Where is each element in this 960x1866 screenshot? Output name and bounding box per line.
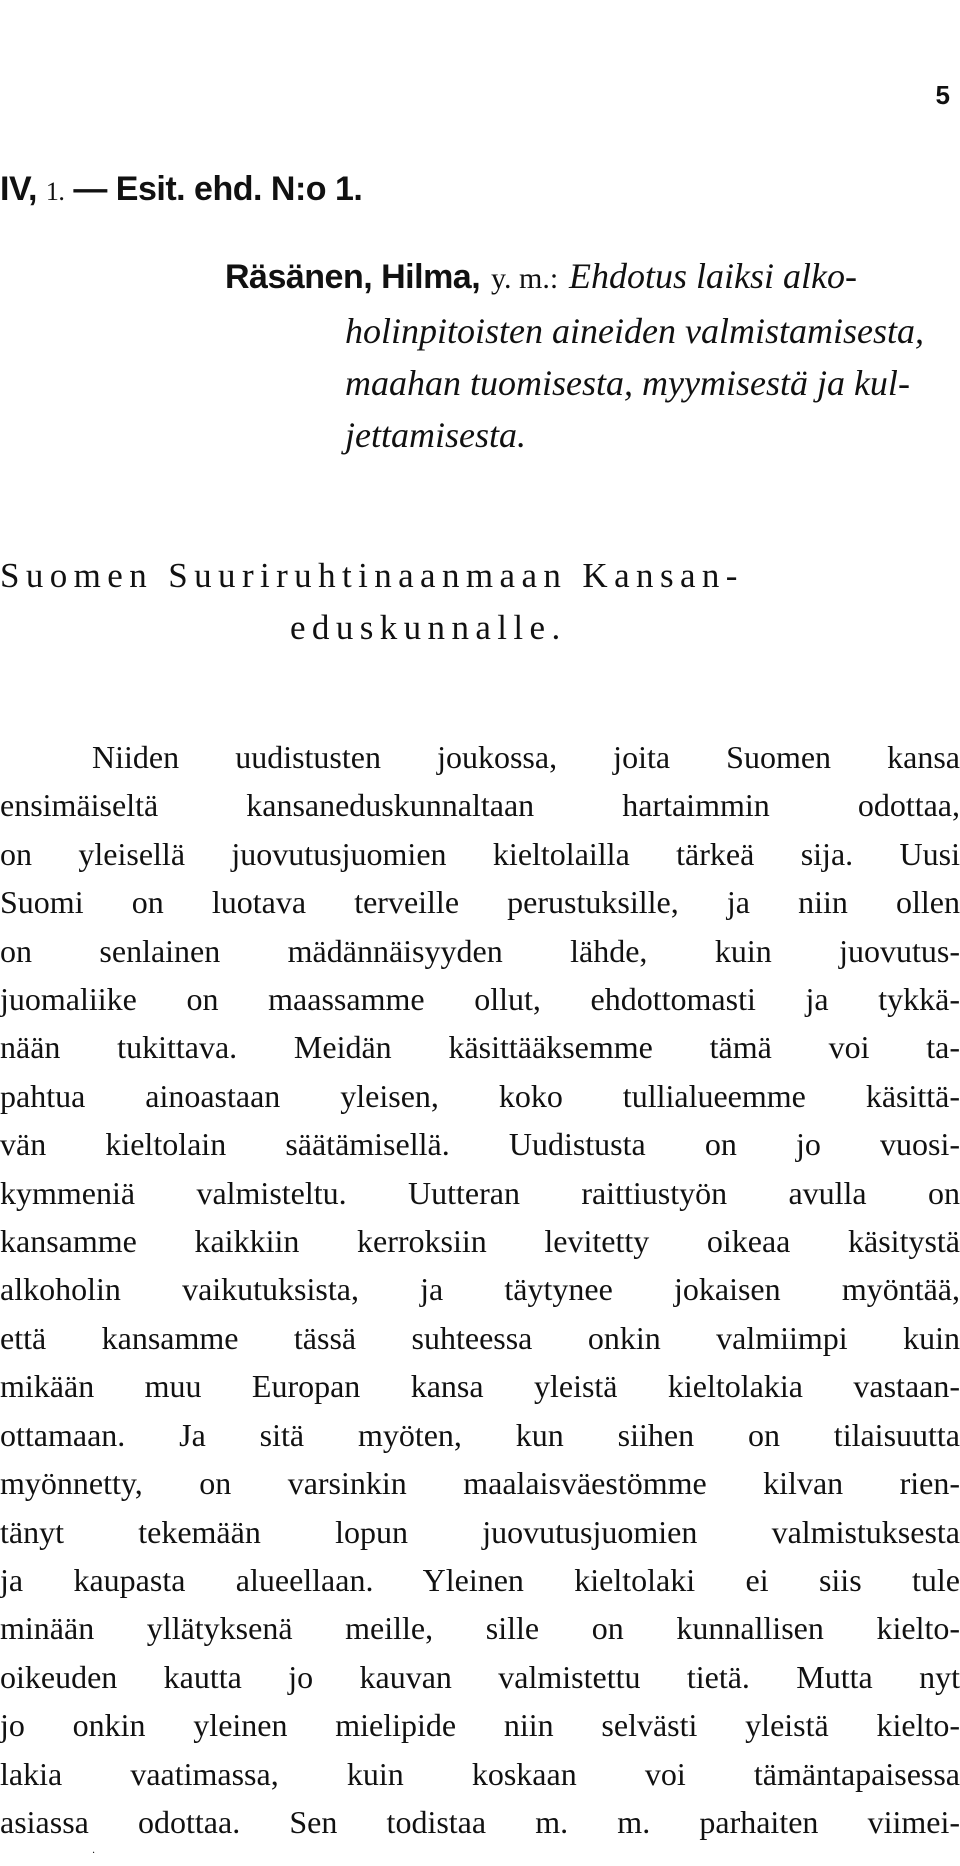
body-line: juomaliike on maassamme ollut, ehdottomasti ja tykkä- bbox=[0, 981, 960, 1018]
body-line: lakia vaatimassa, kuin koskaan voi tämäntapaisessa bbox=[0, 1755, 960, 1792]
body-line: on yleisellä juovutusjuomien kieltolailla tärkeä sija. Uusi bbox=[0, 835, 960, 872]
author-name: Räsänen, Hilma, bbox=[225, 258, 481, 296]
body-line: että kansamme tässä suhteessa onkin valmiimpi kuin bbox=[0, 1319, 960, 1356]
salutation bbox=[0, 550, 960, 654]
doc-ref-part1: IV, bbox=[0, 170, 37, 208]
title-line: jettamisesta. bbox=[345, 415, 526, 455]
title-line: holinpitoisten aineiden valmistamisesta, bbox=[345, 311, 924, 351]
body-line: mikään muu Europan kansa yleistä kieltolakia vastaan- bbox=[0, 1368, 960, 1405]
body-line: oikeuden kautta jo kauvan valmistettu tietä. Mutta nyt bbox=[0, 1658, 960, 1695]
author-abbreviation: y. m.: bbox=[490, 262, 559, 295]
body-line: Niiden uudistusten joukossa, joita Suomen kansa bbox=[92, 739, 960, 775]
doc-ref-part3: — Esit. ehd. N:o 1. bbox=[73, 170, 363, 208]
body-line: pahtua ainoastaan yleisen, koko tullialueemme käsittä- bbox=[0, 1077, 960, 1114]
salutation-line-2: eduskunnalle. bbox=[290, 608, 567, 647]
body-paragraph bbox=[0, 733, 960, 1846]
body-line: kymmeniä valmisteltu. Uutteran raittiustyön avulla on bbox=[0, 1174, 960, 1211]
title-line: maahan tuomisesta, myymisestä ja kul- bbox=[345, 363, 910, 403]
body-line: minään yllätyksenä meille, sille on kunnallisen kielto- bbox=[0, 1610, 960, 1647]
bibliography-first-line bbox=[0, 250, 960, 305]
body-line: asiassa odottaa. Sen todistaa m. m. parhaiten viimei- bbox=[0, 1803, 960, 1840]
bibliography-entry bbox=[0, 250, 960, 461]
scan-speck: · bbox=[92, 1848, 96, 1859]
body-line: alkoholin vaikutuksista, ja täytynee jokaisen myöntää, bbox=[0, 1271, 960, 1308]
salutation-line-1: Suomen Suuriruhtinaanmaan Kansan- bbox=[0, 556, 744, 595]
doc-ref-part2: 1. bbox=[45, 177, 65, 206]
body-line: nään tukittava. Meidän käsittääksemme tämä voi ta- bbox=[0, 1029, 960, 1066]
page-number: 5 bbox=[935, 80, 950, 110]
body-line: Suomi on luotava terveille perustuksille, ja niin ollen bbox=[0, 884, 960, 921]
body-line: ja kaupasta alueellaan. Yleinen kieltolaki ei siis tule bbox=[0, 1561, 960, 1598]
body-line: myönnetty, on varsinkin maalaisväestömme kilvan rien- bbox=[0, 1465, 960, 1502]
body-line: on senlainen mädännäisyyden lähde, kuin juovutus- bbox=[0, 932, 960, 969]
body-line: kansamme kaikkiin kerroksiin levitetty oikeaa käsitystä bbox=[0, 1223, 960, 1260]
body-line: ensimäiseltä kansaneduskunnaltaan hartaimmin odottaa, bbox=[0, 787, 960, 824]
title-line: Ehdotus laiksi alko- bbox=[569, 256, 857, 296]
body-line: jo onkin yleinen mielipide niin selvästi yleistä kielto- bbox=[0, 1707, 960, 1744]
body-line: tänyt tekemään lopun juovutusjuomien valmistuksesta bbox=[0, 1513, 960, 1550]
body-line: ottamaan. Ja sitä myöten, kun siihen on tilaisuutta bbox=[0, 1416, 960, 1453]
document-reference bbox=[0, 170, 362, 209]
body-line: vän kieltolain säätämisellä. Uudistusta on jo vuosi- bbox=[0, 1126, 960, 1163]
